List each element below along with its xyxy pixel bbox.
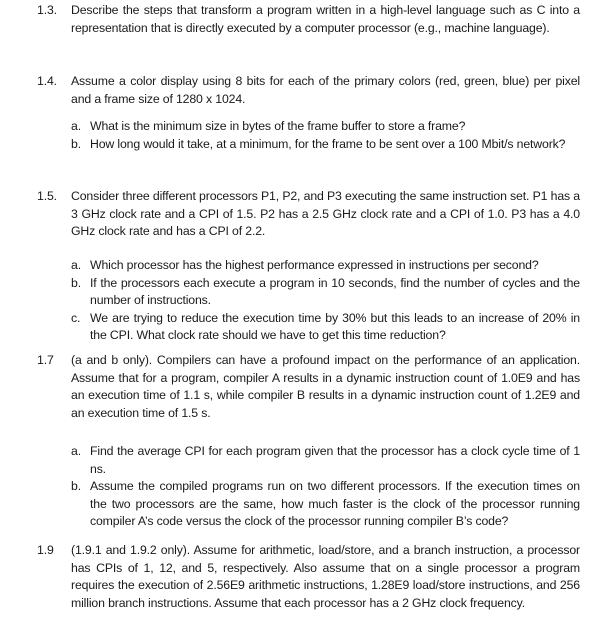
question-1-7-parts [71,443,580,531]
question-1-4-parts [71,118,580,153]
question-body: Describe the steps that transform a program written in a high-level language such as C into a representation that is directly executed by a computer processor (e.g., machine language). [71,3,580,35]
question-1-3 [37,2,580,37]
question-number: 1.5. [37,189,57,203]
part-b [71,136,580,154]
question-text [37,352,580,422]
part-b [71,478,580,531]
question-text [37,2,580,37]
part-b [71,275,580,310]
part-label: c. [71,310,81,325]
part-text: Which processor has the highest performance expressed in instructions per second? [90,258,539,272]
part-a [71,257,580,275]
part-label: a. [71,258,81,272]
question-1-4 [37,73,580,108]
part-a [71,118,580,136]
question-1-7 [37,352,580,422]
question-number: 1.9 [37,543,54,557]
question-body: Assume a color display using 8 bits for each of the primary colors (red, green, blue) per pixel and a frame size of 1280 x 1024. [71,74,580,106]
part-text: We are trying to reduce the execution time by 30% but this leads to an increase of 20% in the CPI. What clock rate should we have to get this time reduction? [90,310,580,343]
part-text: If the processors each execute a program in 10 seconds, find the number of cycles and the number of instructions. [90,275,580,308]
question-body: (a and b only). Compilers can have a profound impact on the performance of an application. Assume that for a program, compiler A results in a dynamic instruction count of 1.0E9 and has an execution time of 1.1 s, while compiler B results in a dynamic instruction count of 1.2E9 and an execution time of 1.5 s. [71,353,580,420]
question-body: Consider three different processors P1, P2, and P3 executing the same instruction set. P1 has a 3 GHz clock rate and a CPI of 1.5. P2 has a 2.5 GHz clock rate and a CPI of 1.0. P3 has a 4.0 GHz clock rate and has a CPI of 2.2. [71,189,580,239]
question-text [37,73,580,108]
part-a [71,443,580,478]
part-text: How long would it take, at a minimum, for the frame to be sent over a 100 Mbit/s network? [90,136,566,151]
part-label: b. [71,136,81,151]
question-text [37,188,580,241]
question-1-5-parts [71,257,580,345]
question-number: 1.4. [37,74,57,88]
question-1-5 [37,188,580,241]
question-number: 1.3. [37,3,57,17]
part-c [71,310,580,345]
part-text: What is the minimum size in bytes of the frame buffer to store a frame? [90,119,466,133]
part-label: b. [71,479,81,494]
part-text: Assume the compiled programs run on two different processors. If the execution times on the two processors are the same, how much faster is the clock of the processor running compiler A’s code versus the clock of the processor running compiler B’s code? [90,479,580,529]
part-label: b. [71,275,81,290]
question-text [37,542,580,612]
part-label: a. [71,444,81,458]
part-label: a. [71,119,81,133]
question-number: 1.7 [37,353,54,367]
question-body: (1.9.1 and 1.9.2 only). Assume for arithmetic, load/store, and a branch instruction, a processor has CPIs of 1, 12, and 5, respectively. Also assume that on a single processor a program requires the execution of 2.56E9 arithmetic instructions, 1.28E9 load/store instructions, and 256 million branch instructions. Assume that each processor has a 2 GHz clock frequency. [71,543,580,610]
part-text: Find the average CPI for each program given that the processor has a clock cycle time of 1 ns. [90,444,580,476]
question-1-9 [37,542,580,612]
